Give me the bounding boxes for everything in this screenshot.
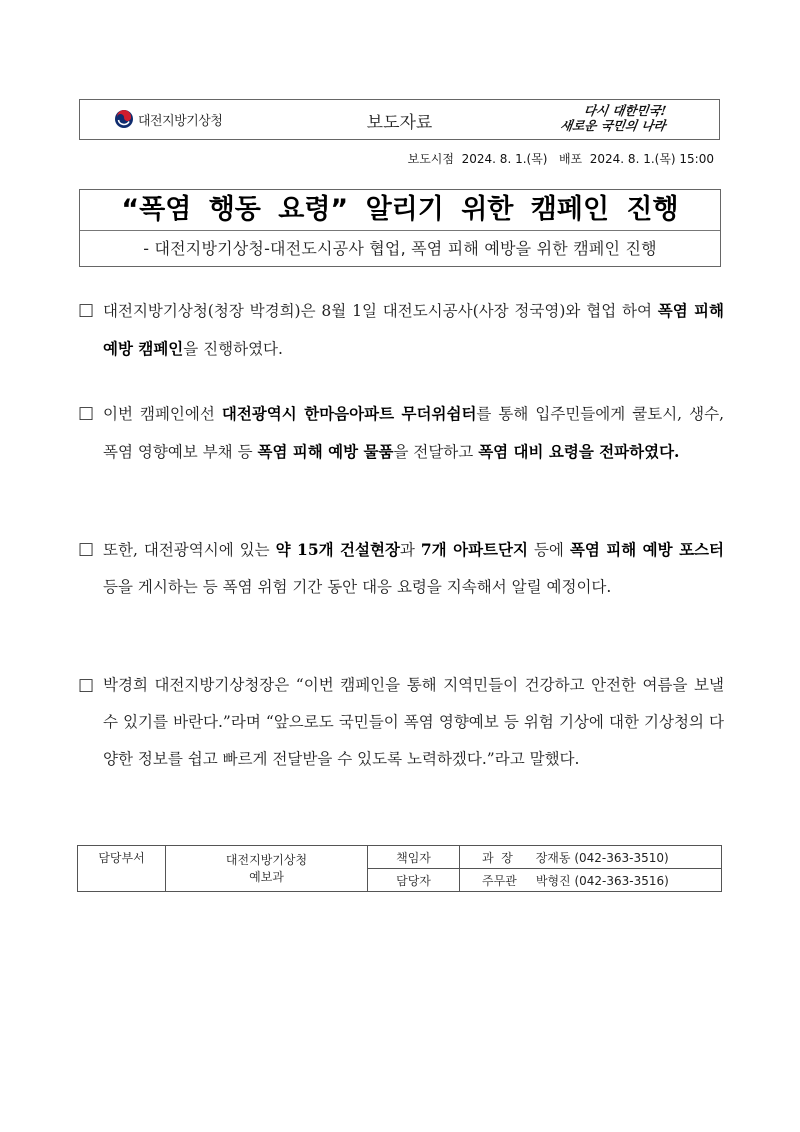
slogan-line-1: 다시 대한민국!	[582, 103, 668, 118]
contact-table	[77, 845, 722, 892]
contact-role: 담당자	[368, 869, 460, 892]
checkbox-bullet-icon: □	[78, 403, 95, 423]
checkbox-bullet-icon: □	[78, 300, 95, 320]
org-name: 대전지방기상청	[138, 113, 223, 129]
contact-person: 과 장 장재동 (042-363-3510)	[460, 846, 722, 869]
table-row	[78, 846, 722, 869]
body-paragraph-1	[78, 292, 724, 368]
paragraph-text: 또한, 대전광역시에 있는 약 15개 건설현장과 7개 아파트단지 등에 폭염 피해 예방 포스터 등을 게시하는 등 폭염 위험 기간 동안 대응 요령을 지속해서 알릴 예정이다.	[103, 540, 724, 596]
headline: “폭염 행동 요령” 알리기 위한 캠페인 진행	[80, 190, 720, 231]
distribution-date: 2024. 8. 1.(목) 15:00	[589, 152, 714, 166]
dept-label: 담당부서	[78, 846, 166, 892]
paragraph-text: 대전지방기상청(청장 박경희)은 8월 1일 대전도시공사(사장 정국영)와 협업 하여 폭염 피해 예방 캠페인을 진행하였다.	[103, 301, 724, 358]
distribution-label: 배포	[558, 152, 583, 166]
dept-name: 대전지방기상청 예보과	[166, 846, 368, 892]
paragraph-text: 박경희 대전지방기상청장은 “이번 캠페인을 통해 지역민들이 건강하고 안전한 여름을 보낼 수 있기를 바란다.”라며 “앞으로도 국민들이 폭염 영향예보 등 위험 기상에 대한 기상청의 다양한 정보를 쉽고 빠르게 전달받을 수 있도록 노력하겠다.”라고 말했다.	[103, 676, 724, 768]
doc-type-label: 보도자료	[366, 113, 433, 133]
press-header	[79, 99, 720, 140]
body-paragraph-3	[78, 531, 724, 606]
government-slogan	[537, 103, 691, 133]
embargo-label: 보도시점	[407, 152, 454, 166]
body-paragraph-4	[78, 667, 724, 778]
subheadline: - 대전지방기상청-대전도시공사 협업, 폭염 피해 예방을 위한 캠페인 진행	[143, 239, 657, 258]
body-paragraph-2	[78, 395, 724, 471]
slogan-line-2: 새로운 국민의 나라	[559, 118, 667, 133]
title-box	[79, 189, 721, 267]
checkbox-bullet-icon: □	[78, 539, 95, 559]
contact-role: 책임자	[368, 846, 460, 869]
release-info	[408, 150, 714, 167]
paragraph-text: 이번 캠페인에선 대전광역시 한마음아파트 무더위쉼터를 통해 입주민들에게 쿨토시, 생수, 폭염 영향예보 부채 등 폭염 피해 예방 물품을 전달하고 폭염 대비 요령을 전파하였다.	[103, 404, 724, 461]
embargo-date: 2024. 8. 1.(목)	[461, 152, 548, 166]
contact-person: 주무관 박형진 (042-363-3516)	[460, 869, 722, 892]
checkbox-bullet-icon: □	[78, 675, 95, 695]
